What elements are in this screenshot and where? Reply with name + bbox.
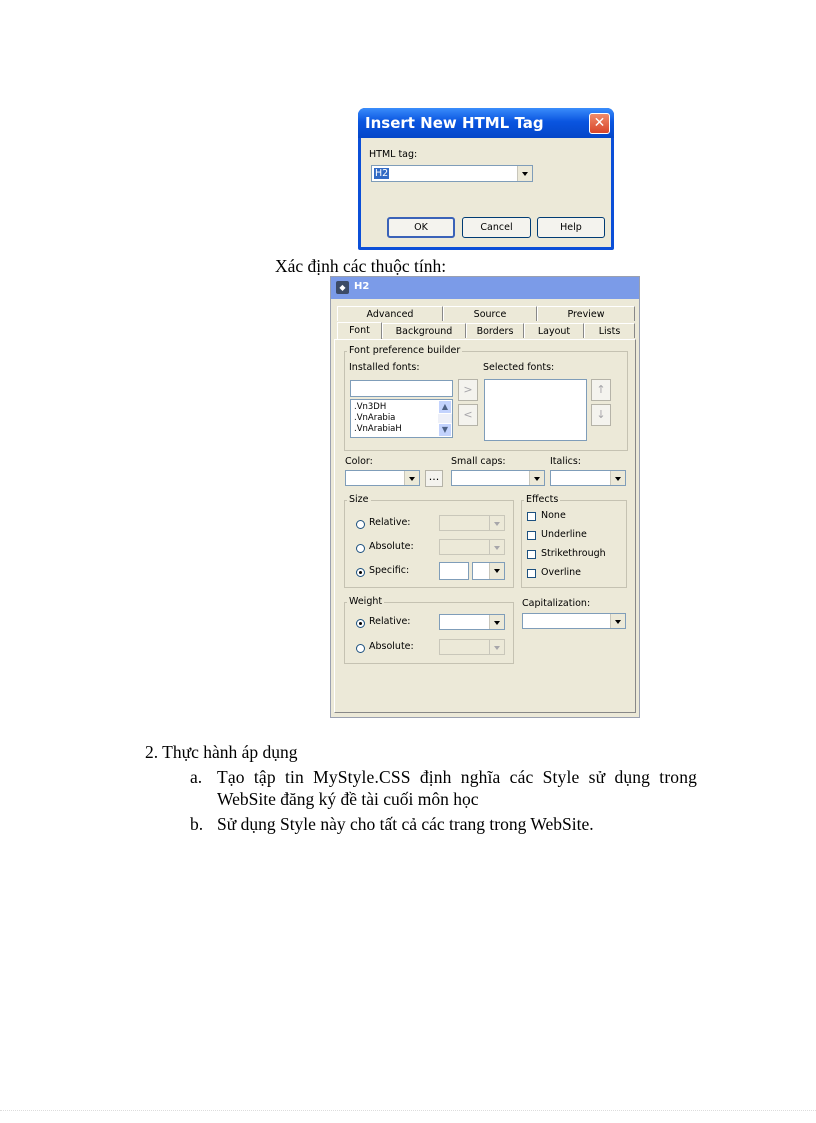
tab-lists[interactable]: Lists [584, 323, 635, 338]
size-absolute-select[interactable] [439, 539, 505, 555]
chevron-down-icon[interactable] [404, 471, 419, 485]
effects-group-label: Effects [526, 494, 559, 505]
tab-font[interactable]: Font [337, 322, 382, 339]
cancel-button[interactable]: Cancel [462, 217, 531, 238]
font-list-item[interactable]: .Vn3DH [354, 402, 387, 412]
color-label: Color: [345, 456, 373, 467]
small-caps-select[interactable] [451, 470, 545, 486]
style-dialog-title: H2 [354, 281, 370, 292]
selected-fonts-list[interactable] [484, 379, 587, 441]
tab-preview[interactable]: Preview [537, 306, 635, 321]
tab-advanced[interactable]: Advanced [337, 306, 443, 321]
move-up-button[interactable]: ↑ [591, 379, 611, 401]
size-relative-select[interactable] [439, 515, 505, 531]
html-tag-combobox[interactable] [371, 165, 533, 182]
chevron-down-icon[interactable] [489, 615, 504, 629]
tab-source[interactable]: Source [443, 306, 537, 321]
effect-strikethrough-checkbox[interactable] [527, 550, 536, 559]
size-group-label: Size [349, 494, 369, 505]
capitalization-select[interactable] [522, 613, 626, 629]
chevron-up-icon[interactable]: ▲ [438, 400, 452, 414]
size-relative-label: Relative: [369, 517, 411, 528]
ok-button[interactable]: OK [387, 217, 455, 238]
font-list-item[interactable]: .VnArabiaH [354, 424, 402, 434]
item-a-line2: WebSite đăng ký đề tài cuối môn học [217, 789, 479, 809]
weight-absolute-radio[interactable] [356, 644, 365, 653]
weight-relative-label: Relative: [369, 616, 411, 627]
move-down-button[interactable]: ↓ [591, 404, 611, 426]
tab-layout[interactable]: Layout [524, 323, 584, 338]
installed-fonts-scrollbar[interactable] [438, 400, 452, 437]
effect-none-checkbox[interactable] [527, 512, 536, 521]
weight-relative-select[interactable] [439, 614, 505, 630]
chevron-down-icon[interactable] [489, 640, 504, 654]
effect-underline-checkbox[interactable] [527, 531, 536, 540]
page-footer-rule [0, 1110, 816, 1111]
effect-none-label: None [541, 510, 566, 521]
installed-fonts-label: Installed fonts: [349, 362, 420, 373]
chevron-down-icon[interactable] [610, 614, 625, 628]
item-a-marker: a. [190, 767, 203, 787]
effect-underline-label: Underline [541, 529, 587, 540]
item-b-text: Sử dụng Style này cho tất cả các trang trong WebSite. [217, 814, 594, 834]
close-icon[interactable]: ✕ [589, 113, 610, 134]
effect-strikethrough-label: Strikethrough [541, 548, 606, 559]
dialog-client-area [361, 138, 611, 247]
installed-fonts-list[interactable] [350, 399, 453, 438]
dialog-titlebar [358, 108, 614, 138]
color-picker-button[interactable]: ... [425, 470, 443, 487]
italics-select[interactable] [550, 470, 626, 486]
weight-group-label: Weight [349, 596, 383, 607]
tab-background[interactable]: Background [382, 323, 466, 338]
insert-html-tag-dialog [358, 108, 614, 250]
size-absolute-label: Absolute: [369, 541, 414, 552]
help-button[interactable]: Help [537, 217, 605, 238]
weight-group [344, 596, 514, 664]
selected-fonts-label: Selected fonts: [483, 362, 555, 373]
size-absolute-radio[interactable] [356, 544, 365, 553]
chevron-down-icon[interactable] [529, 471, 544, 485]
chevron-down-icon[interactable] [517, 166, 532, 181]
italics-label: Italics: [550, 456, 582, 467]
item-b-marker: b. [190, 814, 204, 834]
weight-absolute-label: Absolute: [369, 641, 414, 652]
installed-font-input[interactable] [350, 380, 453, 397]
tab-borders[interactable]: Borders [466, 323, 524, 338]
font-list-item[interactable]: .VnArabia [354, 413, 396, 423]
dialog-title: Insert New HTML Tag [365, 114, 544, 132]
style-builder-dialog [330, 276, 640, 718]
small-caps-label: Small caps: [451, 456, 506, 467]
font-preference-label: Font preference builder [349, 345, 461, 356]
size-unit-select[interactable] [472, 562, 505, 580]
effects-group [521, 494, 627, 588]
font-tab-panel [334, 339, 636, 713]
effect-overline-checkbox[interactable] [527, 569, 536, 578]
weight-relative-radio[interactable] [356, 619, 365, 628]
add-font-button[interactable]: > [458, 379, 478, 401]
font-preference-group [344, 345, 628, 451]
item-a-line1: Tạo tập tin MyStyle.CSS định nghĩa các Style sử dụng trong [217, 767, 697, 787]
chevron-down-icon[interactable]: ▼ [438, 423, 452, 437]
size-relative-radio[interactable] [356, 520, 365, 529]
size-specific-radio[interactable] [356, 568, 365, 577]
size-group [344, 494, 514, 588]
chevron-down-icon[interactable] [610, 471, 625, 485]
html-tag-value: H2 [375, 168, 389, 179]
chevron-down-icon[interactable] [489, 563, 504, 579]
effect-overline-label: Overline [541, 567, 581, 578]
chevron-down-icon[interactable] [489, 540, 504, 554]
caption-text: Xác định các thuộc tính: [275, 256, 447, 276]
remove-font-button[interactable]: < [458, 404, 478, 426]
style-app-icon: ◆ [336, 281, 349, 294]
html-tag-label: HTML tag: [369, 149, 418, 160]
section-heading: 2. Thực hành áp dụng [145, 742, 298, 762]
size-specific-label: Specific: [369, 565, 410, 576]
chevron-down-icon[interactable] [489, 516, 504, 530]
color-select[interactable] [345, 470, 420, 486]
capitalization-label: Capitalization: [522, 598, 591, 609]
weight-absolute-select[interactable] [439, 639, 505, 655]
size-specific-input[interactable] [439, 562, 469, 580]
style-dialog-titlebar [331, 277, 639, 299]
